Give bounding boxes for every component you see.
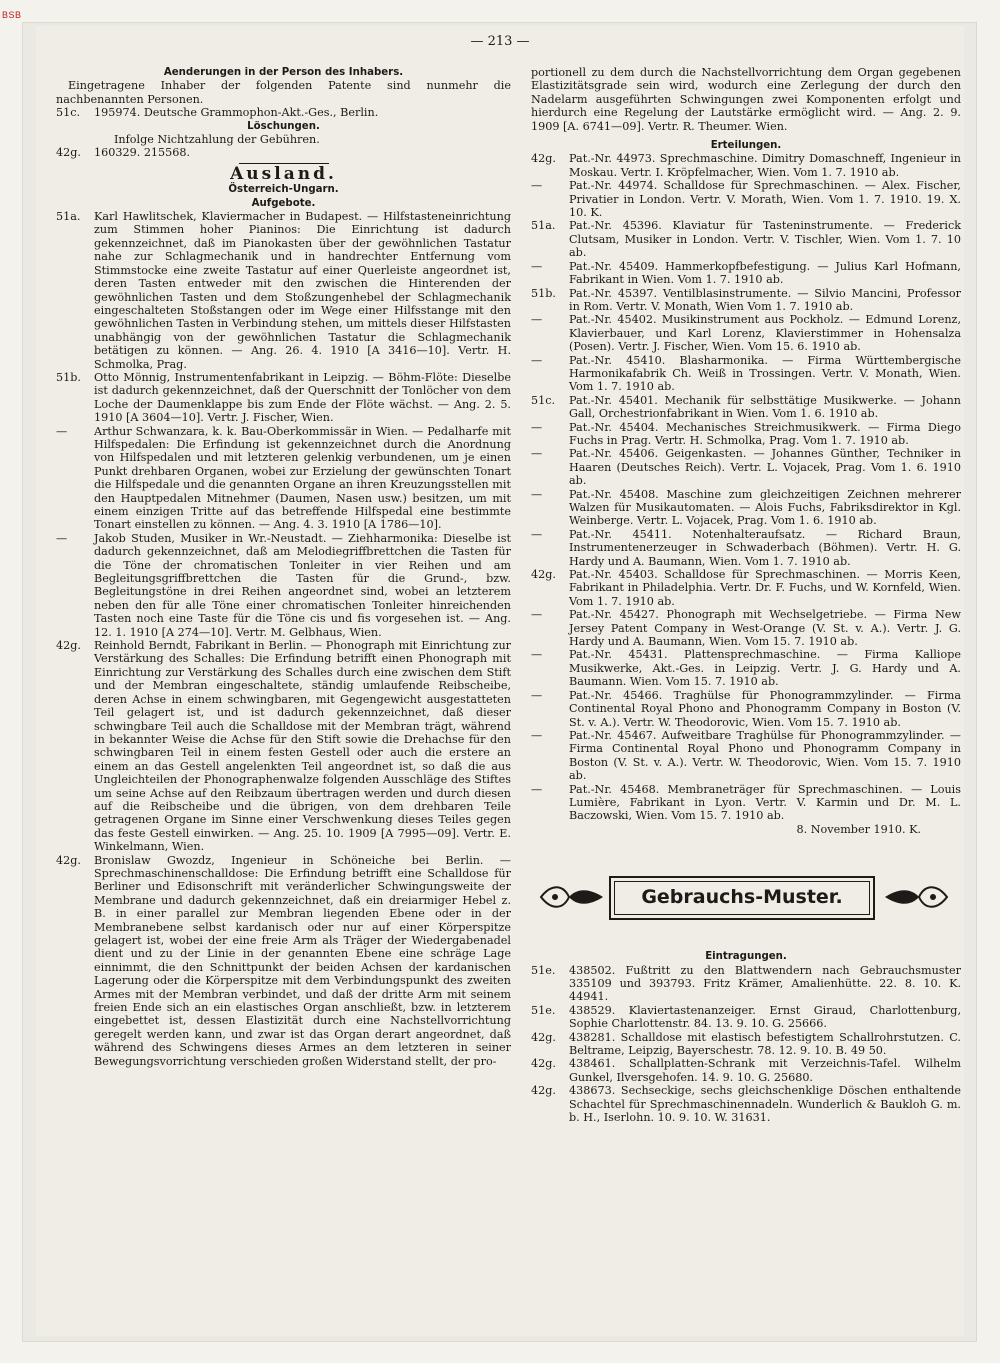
list-item bbox=[56, 210, 511, 371]
class-code: 51a. bbox=[531, 219, 556, 233]
class-code: — bbox=[56, 424, 68, 438]
entry-text: Pat.-Nr. 45467. Aufweitbare Traghülse für Phonogrammzylinder. — Firma Continental Royal Phono und Phonogramm Company in Boston (V. St. v. A.). Vertr. W. Theodorovic, Wien. Vom 15. 7. 1910 ab. bbox=[569, 728, 961, 783]
list-item bbox=[531, 260, 961, 287]
erteilungen-heading: Erteilungen. bbox=[710, 140, 782, 152]
changes-entry bbox=[56, 106, 511, 119]
list-item bbox=[56, 425, 511, 532]
deletions-intro: Infolge Nichtzahlung der Gebühren. bbox=[114, 133, 320, 147]
list-item bbox=[531, 1031, 961, 1058]
class-code: — bbox=[531, 648, 543, 662]
aufgebote-list bbox=[56, 210, 511, 1068]
list-item bbox=[531, 394, 961, 421]
entry-text: Pat.-Nr. 45408. Maschine zum gleichzeitigen Zeichnen mehrerer Walzen für Musikautomaten. — Alois Fuchs, Fabriksdirektor in Kgl. Weinberge. Vertr. L. Vojacek, Prag. Vom 1. 6. 1910 ab. bbox=[569, 487, 961, 528]
class-code: — bbox=[531, 487, 543, 501]
class-code: 51b. bbox=[56, 370, 81, 384]
entry-text: Pat.-Nr. 45404. Mechanisches Streichmusikwerk. — Firma Diego Fuchs in Prag. Vertr. H. Schmolka, Prag. Vom 1. 7. 1910 ab. bbox=[569, 420, 961, 447]
entry-text: 438673. Sechseckige, sechs gleichschenklige Döschen enthaltende Schachtel für Sprechmaschinennadeln. Wunderlich & Baukloh G. m. b. H., Iserlohn. 10. 9. 10. W. 31631. bbox=[569, 1084, 961, 1125]
entry-text: 160329. 215568. bbox=[94, 146, 191, 160]
entry-text: Pat.-Nr. 45466. Traghülse für Phonogrammzylinder. — Firma Continental Royal Phono and Phonogramm Company in Boston (V. St. v. A.). Vertr. W. Theodorovic, Wien. Vom 15. 7. 1910 ab. bbox=[569, 688, 961, 729]
entry-text: Karl Hawlitschek, Klaviermacher in Budapest. — Hilfstasteneinrichtung zum Stimmen hoher Pianinos: Die Einrichtung ist dadurch gekennzeichnet, daß im Pianokasten über der gewöhnlichen Tastatur nahe zur Schlagmechanik und in handrechter Entfernung vom Stimmstocke eine zweite Tastatur auf einer Querleiste angeordnet ist, deren Tasten entweder mit den zwischen die Hinterenden der gewöhnlichen Tasten und dem Stoßzungenhebel der Schlagmechanik eingeschalteten Stoßstangen oder im Wege einer Hilfsstange mit den gewöhnlichen Tasten in Verbindung stehen, um mittels dieser Hilfstasten unabhängig von der gewöhnlichen Tastatur die Schlagmechanik betätigen zu können. — Ang. 26. 4. 1910 [A 3416—10]. Vertr. H. Schmolka, Prag. bbox=[94, 210, 511, 371]
document-page bbox=[36, 26, 964, 1336]
list-item bbox=[56, 639, 511, 854]
page-number: — 213 — bbox=[470, 34, 530, 49]
entry-text: Pat.-Nr. 45409. Hammerkopfbefestigung. — Julius Karl Hofmann, Fabrikant in Wien. Vom 1. 7. 1910 ab. bbox=[569, 259, 961, 287]
class-code: 51c. bbox=[56, 106, 81, 120]
class-code: 42g. bbox=[531, 568, 556, 582]
entry-text: Pat.-Nr. 45468. Membraneträger für Sprechmaschinen. — Louis Lumière, Fabrikant in Lyon. Vertr. V. Karmin und Dr. M. L. Baczowski, Wien. Vom 15. 7. 1910 ab. bbox=[569, 782, 961, 823]
ornament-right-icon bbox=[881, 880, 951, 914]
list-item bbox=[531, 648, 961, 688]
gebrauchsmuster-banner bbox=[531, 866, 961, 932]
list-item bbox=[531, 219, 961, 259]
list-item bbox=[531, 783, 961, 823]
entry-text: Pat.-Nr. 45406. Geigenkasten. — Johannes Günther, Techniker in Haaren (Deutsches Reich). Vertr. L. Vojacek, Prag. Vom 1. 6. 1910 ab. bbox=[569, 447, 961, 488]
entry-text: Pat.-Nr. 45431. Plattensprechmaschine. — Firma Kalliope Musikwerke, Akt.-Ges. in Leipzig. Vertr. J. G. Hardy und A. Baumann. Wien. Vom 15. 7. 1910 ab. bbox=[569, 648, 961, 689]
list-item bbox=[531, 421, 961, 448]
entry-text: Otto Mönnig, Instrumentenfabrikant in Leipzig. — Böhm-Flöte: Dieselbe ist dadurch gekennzeichnet, daß der Querschnitt der Tonlöcher von dem Loche der Daumenklappe bis zum Ende der Flöte wächst. — Ang. 2. 5. 1910 [A 3604—10]. Vertr. J. Fischer, Wien. bbox=[94, 370, 511, 425]
class-code: — bbox=[531, 728, 543, 742]
list-item bbox=[531, 608, 961, 648]
entry-text: Pat.-Nr. 45427. Phonograph mit Wechselgetriebe. — Firma New Jersey Patent Company in West-Orange (V. St. v. A.). Vertr. J. G. Hardy und A. Baumann, Wien. Vom 15. 7. 1910 ab. bbox=[569, 608, 961, 649]
list-item bbox=[531, 488, 961, 528]
entry-text: Bronislaw Gwozdz, Ingenieur in Schöneiche bei Berlin. — Sprechmaschinenschalldose: Die Erfindung betrifft eine Schalldose für Berliner und Edisonschrift mit veränderlicher Schwingungsweite der Membrane und dadurch gekennzeichnet, daß ein dreiarmiger Hebel z. B. in einer parallel zur Membran liegenden Ebene oder in der Membranebene selbst kardanisch oder nur auf einer Körperspitze gelagert ist, wobei der eine freie Arm als Träger der Wiedergabenadel dient und zu der Linie in der genannten Ebene eine schräge Lage einnimmt, die den Schnittpunkt der beiden Achsen der kardanischen Lagerung oder die Körperspitze mit dem Verbindungspunkt des zweiten Armes mit der Membran verbindet, und daß der dritte Arm mit seinem freien Ende sich an ein elastisches Organ anschließt, bzw. in letzterem eingebettet ist, dessen Elastizität durch eine Nachstellvorrichtung geregelt werden kann, und zwar ist das Organ derart angeordnet, daß während des Schwingens dieses Armes an dem letzteren in seiner Bewegungsvorrichtung verschieden großen Widerstand stellt, der pro- bbox=[94, 853, 511, 1068]
library-stamp: BSB bbox=[2, 10, 22, 20]
list-item bbox=[531, 1004, 961, 1031]
erteilungen-list bbox=[531, 152, 961, 822]
deletions-entry bbox=[56, 146, 511, 159]
entry-text: Pat.-Nr. 44974. Schalldose für Sprechmaschinen. — Alex. Fischer, Privatier in London. Vertr. V. Morath, Wien. Vom 1. 7. 1910. 19. X. 10. K. bbox=[569, 179, 961, 220]
entry-text: 195974. Deutsche Grammophon-Akt.-Ges., Berlin. bbox=[94, 106, 379, 120]
class-code: — bbox=[531, 447, 543, 461]
deletions-heading: Löschungen. bbox=[247, 120, 320, 132]
class-code: — bbox=[531, 608, 543, 622]
eintragungen-list bbox=[531, 964, 961, 1125]
class-code: 51e. bbox=[531, 963, 556, 977]
entry-text: Pat.-Nr. 45401. Mechanik für selbsttätige Musikwerke. — Johann Gall, Orchestrionfabrikant in Wien. Vom 1. 6. 1910 ab. bbox=[569, 393, 961, 421]
left-column bbox=[56, 66, 511, 1068]
entry-text: Pat.-Nr. 45396. Klaviatur für Tasteninstrumente. — Frederick Clutsam, Musiker in London. Vertr. V. Tischler, Wien. Vom 1. 7. 10 ab. bbox=[569, 219, 961, 260]
entry-text: Reinhold Berndt, Fabrikant in Berlin. — Phonograph mit Einrichtung zur Verstärkung des Schalles: Die Erfindung betrifft einen Phonograph mit Einrichtung zur Verstärkung des Schalles durch eine zwischen dem Stift und der Membran eingeschaltete, ständig umlaufende Reibscheibe, deren Achse in einem schwingbaren, mit Gegengewicht ausgestatteten Teil gelagert ist, und ist dadurch gekennzeichnet, daß dieser schwingbare Teil auch die Schalldose mit der Membran trägt, während in bekannter Weise die Achse für den Stift sowie die Drehachse für den schwingbaren Teil in einem festen Gestell oder auch die erstere an einem an das Gestell angelenkten Teil angeordnet ist, so daß die aus Ungleichteilen der Phonographenwalze folgenden Ausschläge des Stiftes um seine Achse auf den Reibzaum übertragen werden und durch diesen auf die Reibscheibe und die übrigen, von dem drehbaren Teile getragenen Organe im Sinne einer Verschwenkung dieses Teiles gegen das feste Gestell einwirken. — Ang. 25. 10. 1909 [A 7995—09]. Vertr. E. Winkelmann, Wien. bbox=[94, 639, 511, 854]
aufgebote-heading: Aufgebote. bbox=[251, 197, 316, 209]
list-item bbox=[531, 964, 961, 1004]
entry-text: Arthur Schwanzara, k. k. Bau-Oberkommissär in Wien. — Pedalharfe mit Hilfspedalen: Die Erfindung ist gekennzeichnet durch die Anordnung von Hilfspedalen und mit letzteren gelenkig verbundenen, um je einen Punkt drehbaren Organen, wobei zur Erzielung der gewünschten Tonart die Hilfspedale und die genannten Organe an ihren Kreuzungsstellen mit den Hauptpedalen Mitnehmer (Daumen, Nasen usw.) besitzen, um mit einem einzigen Tritte auf das betreffende Hilfspedal eine bestimmte Tonart einstellen zu können. — Ang. 4. 3. 1910 [A 1786—10]. bbox=[94, 424, 511, 532]
list-item bbox=[531, 313, 961, 353]
class-code: — bbox=[531, 527, 543, 541]
entry-text: Pat.-Nr. 45397. Ventilblasinstrumente. — Silvio Mancini, Professor in Rom. Vertr. V. Monath, Wien Vom 1. 7. 1910 ab. bbox=[569, 286, 961, 313]
changes-intro: Eingetragene Inhaber der folgenden Patente sind nunmehr die nachbenannten Personen. bbox=[56, 79, 511, 106]
list-item bbox=[531, 447, 961, 487]
class-code: 51b. bbox=[531, 286, 556, 300]
list-item bbox=[531, 287, 961, 314]
list-item bbox=[531, 179, 961, 219]
class-code: 42g. bbox=[531, 1084, 556, 1098]
class-code: — bbox=[531, 179, 543, 193]
list-item bbox=[531, 568, 961, 608]
changes-heading: Aenderungen in der Person des Inhabers. bbox=[163, 67, 404, 78]
class-code: — bbox=[531, 313, 543, 327]
class-code: — bbox=[531, 688, 543, 702]
entry-text: Pat.-Nr. 45410. Blasharmonika. — Firma Württembergische Harmonikafabrik Ch. Weiß in Trossingen. Vertr. V. Monath, Wien. Vom 1. 7. 1910 ab. bbox=[569, 353, 961, 394]
class-code: 42g. bbox=[531, 152, 556, 166]
list-item bbox=[56, 532, 511, 639]
entry-text: 438529. Klaviertastenanzeiger. Ernst Giraud, Charlottenburg, Sophie Charlottenstr. 84. 13. 9. 10. G. 25666. bbox=[569, 1003, 961, 1031]
list-item bbox=[531, 729, 961, 783]
list-item bbox=[531, 354, 961, 394]
class-code: 51c. bbox=[531, 393, 556, 407]
class-code: — bbox=[531, 782, 543, 796]
list-item bbox=[531, 1084, 961, 1124]
list-item bbox=[531, 1057, 961, 1084]
list-item bbox=[56, 371, 511, 425]
entry-text: Jakob Studen, Musiker in Wr.-Neustadt. — Ziehharmonika: Dieselbe ist dadurch gekennzeichnet, daß am Melodiegriffbrettchen die Tasten für die Töne der chromatischen Tonleiter in vier Reihen und am Begleitungsgriffbrettchen die Tasten für die Grund-, bzw. Begleitungstöne in drei Reihen angeordnet sind, wobei an letzterem neben den für alle Töne einer chromatischen Tonleiter hinreichenden Tasten noch eine Taste für die Töne cis und fis vorgesehen ist. — Ang. 12. 1. 1910 [A 274—10]. Vertr. M. Gelbhaus, Wien. bbox=[94, 531, 511, 639]
list-item bbox=[531, 528, 961, 568]
continuation-text: portionell zu dem durch die Nachstellvorrichtung dem Organ gegebenen Elastizitätsgrade sein wird, wodurch eine Zerlegung der durch den Nadelarm ausgeführten Schwingungen zwei Komponenten erfolgt und hierdurch eine Regelung der Lautstärke ermöglicht wird. — Ang. 2. 9. 1909 [A. 6741—09]. Vertr. R. Theumer. Wien. bbox=[531, 66, 961, 133]
class-code: — bbox=[531, 259, 543, 273]
list-item bbox=[531, 689, 961, 729]
entry-text: Pat.-Nr. 45411. Notenhalteraufsatz. — Richard Braun, Instrumentenerzeuger in Schwaderbach (Böhmen). Vertr. H. G. Hardy und A. Baumann, Wien. Vom 1. 7. 1910 ab. bbox=[569, 527, 961, 568]
class-code: 42g. bbox=[56, 146, 81, 160]
entry-text: 438281. Schalldose mit elastisch befestigtem Schallrohrstutzen. C. Beltrame, Leipzig, Bayerschestr. 78. 12. 9. 10. B. 49 50. bbox=[569, 1030, 961, 1057]
signature-date: 8. November 1910. K. bbox=[796, 822, 921, 836]
country-heading: Österreich-Ungarn. bbox=[228, 184, 339, 196]
eintragungen-heading: Eintragungen. bbox=[705, 951, 787, 963]
class-code: 42g. bbox=[56, 639, 81, 653]
right-column bbox=[531, 66, 961, 1124]
entry-text: Pat.-Nr. 45403. Schalldose für Sprechmaschinen. — Morris Keen, Fabrikant in Philadelphia. Vertr. Dr. F. Fuchs, und W. Kornfeld, Wien. Vom 1. 7. 1910 ab. bbox=[569, 568, 961, 608]
muster-title: Gebrauchs-Muster. bbox=[609, 876, 875, 920]
entry-text: 438502. Fußtritt zu den Blattwendern nach Gebrauchsmuster 335109 und 393793. Fritz Krämer, Amalienhütte. 22. 8. 10. K. 44941. bbox=[569, 963, 961, 1004]
class-code: 51e. bbox=[531, 1003, 556, 1017]
class-code: — bbox=[531, 420, 543, 434]
class-code: — bbox=[56, 531, 68, 545]
class-code: 42g. bbox=[531, 1057, 556, 1071]
class-code: 42g. bbox=[531, 1030, 556, 1044]
class-code: 51a. bbox=[56, 210, 81, 224]
class-code: 42g. bbox=[56, 853, 81, 867]
entry-text: Pat.-Nr. 45402. Musikinstrument aus Pockholz. — Edmund Lorenz, Klavierbauer, und Karl Lorenz, Klavierstimmer in Hohensalza (Posen). Vertr. J. Fischer, Wien. Vom 15. 6. 1910 ab. bbox=[569, 313, 961, 354]
entry-text: 438461. Schallplatten-Schrank mit Verzeichnis-Tafel. Wilhelm Gunkel, Ilversgehofen. 14. 9. 10. G. 25680. bbox=[569, 1057, 961, 1084]
list-item bbox=[56, 854, 511, 1069]
class-code: — bbox=[531, 353, 543, 367]
list-item bbox=[531, 152, 961, 179]
entry-text: Pat.-Nr. 44973. Sprechmaschine. Dimitry Domaschneff, Ingenieur in Moskau. Vertr. I. Kröpfelmacher, Wien. Vom 1. 7. 1910 ab. bbox=[569, 152, 961, 179]
ornament-left-icon bbox=[537, 880, 607, 914]
ausland-heading: Ausland. bbox=[230, 163, 337, 184]
